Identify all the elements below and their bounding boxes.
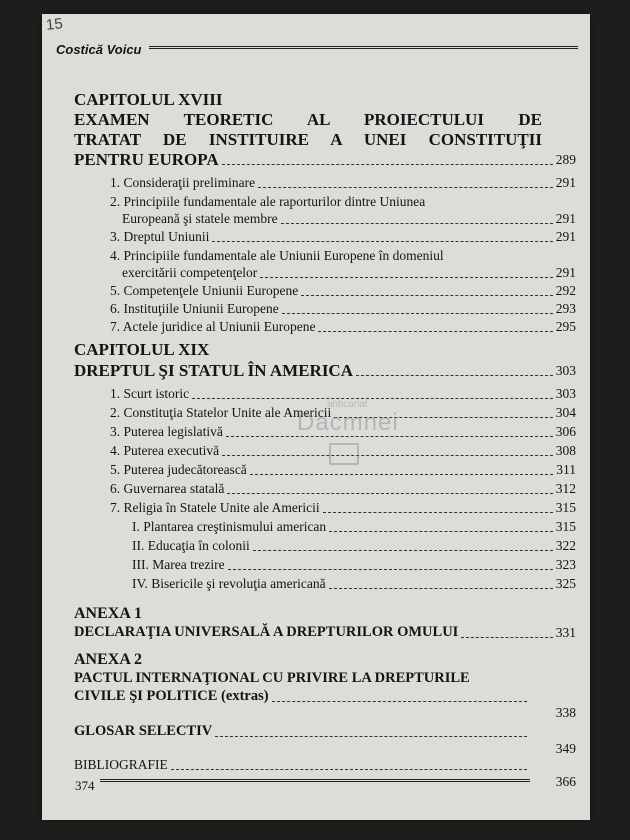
page-number: 315: [555, 500, 576, 515]
leader-dashes: [227, 493, 552, 494]
page-number: 291: [555, 265, 576, 280]
leader-dashes: [323, 512, 553, 513]
page-number: 304: [555, 405, 576, 420]
page-number: 311: [556, 462, 576, 477]
toc-entry[interactable]: [122, 211, 576, 227]
book-page: [42, 14, 590, 820]
toc-entry[interactable]: [132, 538, 576, 554]
leader-dashes: [222, 164, 553, 165]
footer-rule: [100, 779, 530, 782]
leader-dashes: [215, 736, 527, 737]
watermark-logo-text: Dacmnei: [297, 409, 399, 436]
leader-dashes: [461, 637, 552, 638]
toc-entry[interactable]: [110, 283, 576, 299]
leader-dashes: [226, 436, 553, 437]
toc-entry-label: 7. Religia în Statele Unite ale Americii: [110, 500, 320, 515]
toc-entry[interactable]: [110, 405, 576, 421]
toc-entry-label: II. Educaţia în colonii: [132, 538, 250, 553]
toc-entry-label: 1. Scurt istoric: [110, 386, 190, 401]
page-number: 312: [555, 481, 576, 496]
annex-1-title: DECLARAŢIA UNIVERSALĂ A DREPTURILOR OMULUI: [74, 624, 459, 640]
page-number: 293: [555, 301, 576, 316]
toc-entry-label: 3. Dreptul Uniunii: [110, 229, 210, 244]
toc-entry-line1: [110, 194, 576, 210]
leader-dashes: [171, 769, 527, 770]
toc-entry-label: 5. Competenţele Uniunii Europene: [110, 283, 299, 298]
leader-dashes: [222, 455, 553, 456]
toc-entry[interactable]: [132, 576, 576, 592]
toc-entry-label: III. Marea trezire: [132, 557, 225, 572]
glossary-page[interactable]: 349: [555, 741, 576, 756]
running-head-rule: [149, 46, 578, 52]
leader-dashes: [301, 295, 553, 296]
chapter-18-title-line3: PENTRU EUROPA: [74, 150, 219, 169]
toc-entry-glossary[interactable]: [74, 723, 530, 740]
toc-entry[interactable]: [110, 175, 576, 191]
toc-entry-label: 6. Guvernarea statală: [110, 481, 225, 496]
annex-2-title-line1: PACTUL INTERNAŢIONAL CU PRIVIRE LA DREPTURILE: [74, 670, 470, 686]
toc-entry-bibliography[interactable]: [74, 757, 530, 773]
page-number: 308: [555, 443, 576, 458]
page-number: 323: [555, 557, 576, 572]
chapter-19-label: CAPITOLUL XIX: [74, 340, 210, 359]
toc-entry-label: IV. Bisericile şi revoluţia americană: [132, 576, 326, 591]
toc-entry-label-cont: exercitării competenţelor: [122, 265, 258, 280]
chapter-19-title: DREPTUL ŞI STATUL ÎN AMERICA: [74, 361, 353, 380]
chapter-19-heading: [74, 340, 209, 360]
page-number: 291: [555, 211, 576, 226]
annex-2-title-line2: CIVILE ŞI POLITICE (extras): [74, 688, 269, 704]
toc-entry[interactable]: [110, 462, 576, 478]
toc-entry-label: 5. Puterea judecătorească: [110, 462, 247, 477]
leader-dashes: [281, 223, 553, 224]
toc-entry[interactable]: [110, 481, 576, 497]
toc-entry-label-cont: Europeană şi statele membre: [122, 211, 278, 226]
page-number: 331: [555, 625, 576, 640]
toc-entry-label: 3. Puterea legislativă: [110, 424, 223, 439]
chapter-18-label: CAPITOLUL XVIII: [74, 90, 223, 109]
leader-dashes: [272, 701, 527, 702]
watermark-small-text: anticariat: [327, 399, 368, 410]
toc-entry[interactable]: [132, 519, 576, 535]
toc-entry-label: 7. Actele juridice al Uniunii Europene: [110, 319, 316, 334]
toc-entry[interactable]: [110, 443, 576, 459]
toc-entry-label: 2. Principiile fundamentale ale raporturilor dintre Uniunea: [110, 194, 426, 209]
page-number: 303: [555, 363, 576, 378]
leader-dashes: [318, 331, 552, 332]
toc-entry[interactable]: [110, 386, 576, 402]
toc-entry[interactable]: [110, 500, 576, 516]
chapter-18-title-line2: TRATAT DE INSTITUIRE A UNEI CONSTITUŢII: [74, 130, 542, 149]
leader-dashes: [192, 398, 553, 399]
annex-2-label: ANEXA 2: [74, 651, 143, 668]
toc-entry-label: I. Plantarea creştinismului american: [132, 519, 327, 534]
toc-entry[interactable]: [110, 424, 576, 440]
leader-dashes: [334, 417, 553, 418]
page-number: 322: [555, 538, 576, 553]
annex-2-title-line2-row: [74, 688, 530, 705]
leader-dashes: [253, 550, 553, 551]
chapter-18-title-line1: EXAMEN TEORETIC AL PROIECTULUI DE: [74, 110, 542, 129]
toc-entry-chapter-18[interactable]: [74, 152, 576, 168]
page-number: 315: [555, 519, 576, 534]
handwritten-page-mark: 15: [45, 15, 64, 34]
bibliography-title: BIBLIOGRAFIE: [74, 757, 168, 772]
toc-entry-label: 6. Instituţiile Uniunii Europene: [110, 301, 279, 316]
glossary-title: GLOSAR SELECTIV: [74, 723, 213, 739]
page-number: 303: [555, 386, 576, 401]
running-head: [56, 40, 578, 58]
toc-entry-label: 4. Principiile fundamentale ale Uniunii Europene în domeniul: [110, 248, 444, 263]
leader-dashes: [258, 187, 553, 188]
page-number: 306: [555, 424, 576, 439]
page-number: 289: [555, 152, 576, 167]
annex-2-page[interactable]: 338: [555, 705, 576, 720]
leader-dashes: [329, 588, 553, 589]
page-number: 291: [555, 229, 576, 244]
toc-entry[interactable]: [110, 229, 576, 245]
leader-dashes: [212, 241, 552, 242]
page-number: 292: [555, 283, 576, 298]
toc-entry-chapter-19[interactable]: [74, 363, 576, 379]
page-number: 295: [555, 319, 576, 334]
toc-entry[interactable]: [110, 319, 576, 335]
bibliography-page[interactable]: 366: [555, 774, 576, 789]
leader-dashes: [282, 313, 553, 314]
running-head-author: Costică Voicu: [56, 41, 142, 57]
leader-dashes: [228, 569, 553, 570]
page-number: 325: [555, 576, 576, 591]
leader-dashes: [356, 375, 553, 376]
toc-entry[interactable]: [110, 301, 576, 317]
page-number: 291: [555, 175, 576, 190]
toc-entry[interactable]: [122, 265, 576, 281]
chapter-18-heading: [74, 90, 542, 150]
leader-dashes: [250, 474, 553, 475]
leader-dashes: [260, 277, 552, 278]
toc-entry-line1: [110, 248, 576, 264]
toc-entry-label: 2. Constituţia Statelor Unite ale Americii: [110, 405, 332, 420]
toc-entry-label: 4. Puterea executivă: [110, 443, 220, 458]
leader-dashes: [329, 531, 553, 532]
toc-entry[interactable]: [132, 557, 576, 573]
folio-page-number: 374: [75, 778, 95, 793]
annex-1-label: ANEXA 1: [74, 605, 143, 622]
toc-entry-annex-1[interactable]: [74, 624, 576, 641]
annex-2-title-line1-row: [74, 670, 576, 687]
toc-entry-label: 1. Consideraţii preliminare: [110, 175, 256, 190]
